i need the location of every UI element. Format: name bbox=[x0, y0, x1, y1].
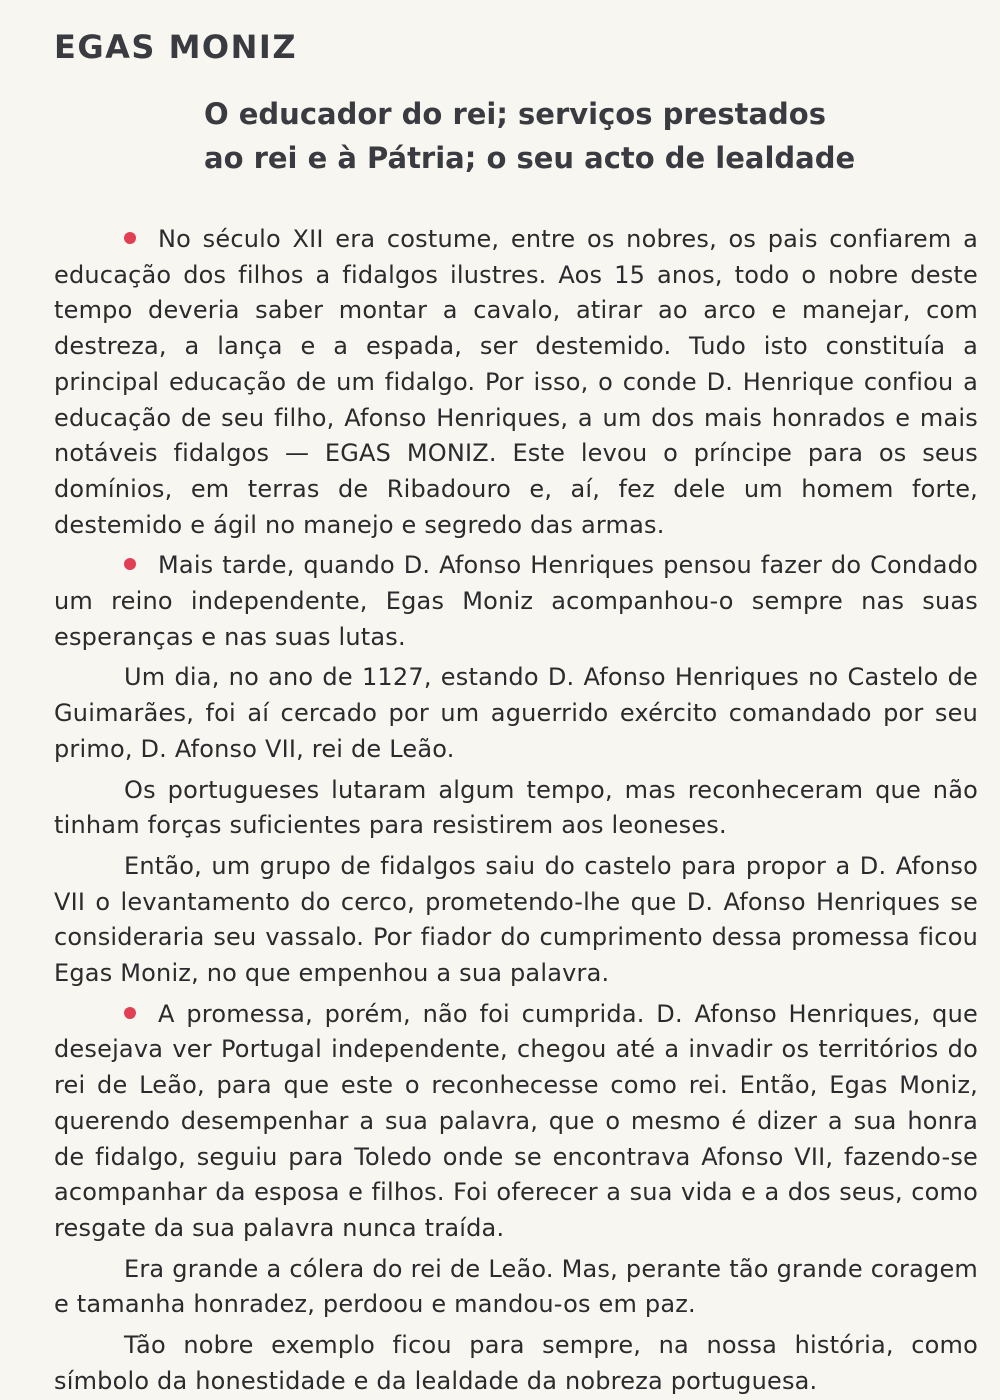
paragraph-1 bbox=[54, 222, 978, 543]
paragraph-6 bbox=[54, 997, 978, 1247]
paragraph-text: Mais tarde, quando D. Afonso Henriques pensou fazer do Condado um reino independente, Egas Moniz acompanhou-o sempre nas suas esperanças e nas suas lutas. bbox=[54, 551, 978, 651]
subtitle-line-1: O educador do rei; serviços prestados bbox=[204, 97, 826, 131]
paragraph-2 bbox=[54, 548, 978, 655]
bullet-icon bbox=[124, 232, 136, 244]
paragraph-4: Os portugueses lutaram algum tempo, mas reconheceram que não tinham forças suficientes para resistirem aos leoneses. bbox=[54, 775, 978, 840]
page-title: EGAS MONIZ bbox=[54, 28, 298, 66]
paragraph-3: Um dia, no ano de 1127, estando D. Afonso Henriques no Castelo de Guimarães, foi aí cercado por um aguerrido exército comandado por seu primo, D. Afonso VII, rei de Leão. bbox=[54, 663, 978, 763]
paragraph-text: No século XII era costume, entre os nobres, os pais confiarem a educação dos filhos a fidalgos ilustres. Aos 15 anos, todo o nobre deste tempo deveria saber montar a cavalo, atirar ao arco e manejar, com destreza, a lança e a espada, ser destemido. Tudo isto constituía a principal educação de um fidalgo. Por isso, o conde D. Henrique confiou a educação de seu filho, Afonso Henriques, a um dos mais honrados e mais notáveis fidalgos — EGAS MONIZ. Este levou o príncipe para os seus domínios, em terras de Ribadouro e, aí, fez dele um homem forte, destemido e ágil no manejo e segredo das armas. bbox=[54, 225, 978, 539]
article-body bbox=[54, 222, 978, 1400]
bullet-icon bbox=[124, 1007, 136, 1019]
paragraph-5: Então, um grupo de fidalgos saiu do castelo para propor a D. Afonso VII o levantamento do cerco, prometendo-lhe que D. Afonso Henriques se consideraria seu vassalo. Por fiador do cumprimento dessa promessa ficou Egas Moniz, no que empenhou a sua palavra. bbox=[54, 851, 978, 988]
page-subtitle bbox=[204, 92, 978, 180]
subtitle-line-2: ao rei e à Pátria; o seu acto de lealdade bbox=[204, 141, 856, 175]
paragraph-7: Era grande a cólera do rei de Leão. Mas, perante tão grande coragem e tamanha honradez, perdoou e mandou-os em paz. bbox=[54, 1254, 978, 1319]
paragraph-text: A promessa, porém, não foi cumprida. D. Afonso Henriques, que desejava ver Portugal independente, chegou até a invadir os territórios do rei de Leão, para que este o reconhecesse como rei. Então, Egas Moniz, querendo desempenhar a sua palavra, que o mesmo é dizer a sua honra de fidalgo, seguiu para Toledo onde se encontrava Afonso VII, fazendo-se acompanhar da esposa e filhos. Foi oferecer a sua vida e a dos seus, como resgate da sua palavra nunca traída. bbox=[54, 999, 978, 1242]
bullet-icon bbox=[124, 558, 136, 570]
paragraph-8: Tão nobre exemplo ficou para sempre, na nossa história, como símbolo da honestidade e da lealdade da nobreza portuguesa. bbox=[54, 1331, 978, 1395]
